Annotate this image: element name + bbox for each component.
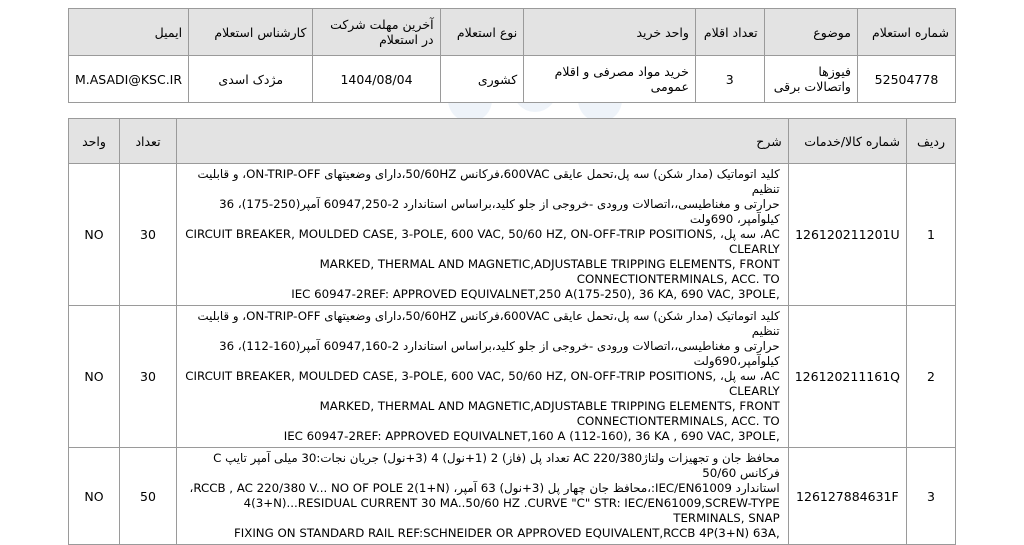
description-en-line: MARKED, THERMAL AND MAGNETIC,ADJUSTABLE TRIPPING ELEMENTS, FRONT CONNECTIONTERMINALS, ACC. TO [319, 399, 780, 428]
header-tender-no: شماره استعلام [857, 9, 955, 56]
inquiry-type: کشوری [440, 56, 524, 103]
table-row [69, 448, 956, 545]
header-subject: موضوع [764, 9, 857, 56]
description-en-line: AC، سه پل، CIRCUIT BREAKER, MOULDED CASE, 3-POLE, 600 VAC, 50/60 HZ, ON-OFF-TRIP POSITIONS, CLEARLY [185, 369, 780, 398]
tender-number: 52504778 [857, 56, 955, 103]
item-description [177, 448, 789, 545]
description-en-line: MARKED, THERMAL AND MAGNETIC,ADJUSTABLE TRIPPING ELEMENTS, FRONT CONNECTIONTERMINALS, ACC. TO [319, 257, 780, 286]
expert-email[interactable]: M.ASADI@KSC.IR [69, 56, 189, 103]
description-en-line: IEC 60947-2REF: APPROVED EQUIVALNET,250 A(175-250), 36 KA, 690 VAC, 3POLE, [291, 287, 780, 301]
summary-header-row [69, 9, 956, 56]
items-header-row [69, 119, 956, 164]
header-item-code: شماره کالا/خدمات [788, 119, 906, 164]
item-quantity: 30 [120, 306, 177, 448]
item-quantity: 30 [120, 164, 177, 306]
row-number: 3 [907, 448, 956, 545]
header-quantity: تعداد [120, 119, 177, 164]
deadline-date: 1404/08/04 [313, 56, 440, 103]
summary-data-row [69, 56, 956, 103]
header-purchase-unit: واحد خرید [524, 9, 696, 56]
description-en-line: FIXING ON STANDARD RAIL REF:SCHNEIDER OR APPROVED EQUIVALENT,RCCB 4P(3+N) 63A, [233, 526, 780, 540]
row-number: 1 [907, 164, 956, 306]
item-code: 126120211201U [788, 164, 906, 306]
description-fa-line: استاندارد IEC/EN61009:،محافظ جان چهار پل (3+نول) 63 آمپر، RCCB , AC 220/380 V... NO OF POLE 2(1+N)، [189, 481, 780, 495]
table-row [69, 164, 956, 306]
header-expert: کارشناس استعلام [189, 9, 313, 56]
header-email: ایمیل [69, 9, 189, 56]
description-fa-line: محافظ جان و تجهیزات ولتاژ220/380 AC تعداد پل (فاز) 2 (1+نول) 4 (3+نول) جریان نجات:30 میلی آمپر تایپ C فرکانس 50/60 [213, 451, 780, 480]
description-fa-line: کلید اتوماتیک (مدار شکن) سه پل،تحمل عایقی 600VAC،فرکانس 50/60HZ،دارای وضعیتهای ON-TRIP-OFF، و قابلیت تنظیم [197, 309, 780, 338]
header-description: شرح [177, 119, 789, 164]
header-deadline: آخرین مهلت شرکت در استعلام [313, 9, 440, 56]
item-unit: NO [69, 164, 120, 306]
item-description [177, 306, 789, 448]
description-en-line: AC، سه پل، CIRCUIT BREAKER, MOULDED CASE, 3-POLE, 600 VAC, 50/60 HZ, ON-OFF-TRIP POSITIONS, CLEARLY [185, 227, 780, 256]
header-inquiry-type: نوع استعلام [440, 9, 524, 56]
description-en-line: IEC 60947-2REF: APPROVED EQUIVALNET,160 A (112-160), 36 KA , 690 VAC, 3POLE, [283, 429, 780, 443]
description-fa-line: کلید اتوماتیک (مدار شکن) سه پل،تحمل عایقی 600VAC،فرکانس 50/60HZ،دارای وضعیتهای ON-TRIP-OFF، و قابلیت تنظیم [197, 167, 780, 196]
purchase-unit: خرید مواد مصرفی و اقلام عمومی [524, 56, 696, 103]
item-description [177, 164, 789, 306]
tender-summary-table [68, 8, 956, 103]
tender-subject: فیوزها واتصالات برقی [764, 56, 857, 103]
row-number: 2 [907, 306, 956, 448]
item-code: 126120211161Q [788, 306, 906, 448]
item-quantity: 50 [120, 448, 177, 545]
expert-name: مژدک اسدی [189, 56, 313, 103]
description-fa-line: حرارتی و مغناطیسی،،اتصالات ورودی -خروجی از جلو کلید،براساس استاندارد 2-60947,250 آمپر(250-175)، 36 کیلوآمپر، 690ولت [219, 197, 780, 226]
item-count: 3 [695, 56, 764, 103]
header-unit: واحد [69, 119, 120, 164]
item-unit: NO [69, 306, 120, 448]
header-item-count: تعداد اقلام [695, 9, 764, 56]
item-unit: NO [69, 448, 120, 545]
table-row [69, 306, 956, 448]
items-table [68, 118, 956, 545]
item-code: 126127884631F [788, 448, 906, 545]
description-fa-line: حرارتی و مغناطیسی،،اتصالات ورودی -خروجی از جلو کلید،براساس استاندارد 2-60947,160 آمپر(160-112)، 36 کیلوآمپر،690ولت [219, 339, 780, 368]
header-row-no: ردیف [907, 119, 956, 164]
description-en-line: 4(3+N)...RESIDUAL CURRENT 30 MA..50/60 HZ .CURVE "C" STR: IEC/EN61009,SCREW-TYPE TERMINALS, SNAP [243, 496, 780, 525]
